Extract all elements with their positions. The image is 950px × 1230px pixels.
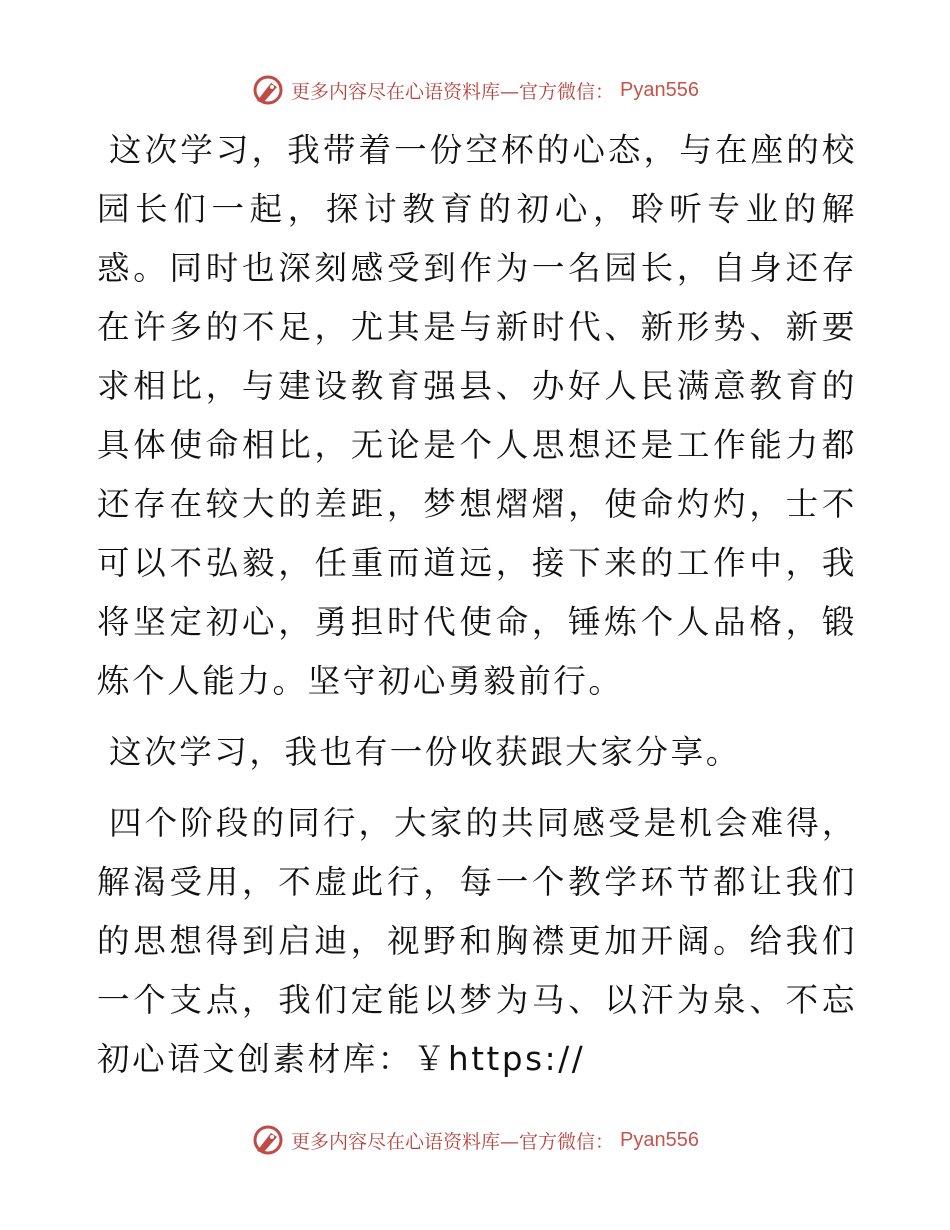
paragraph-3: 四个阶段的同行，大家的共同感受是机会难得，解渴受用，不虚此行，每一个教学环节都让我们的思想得到启迪，视野和胸襟更加开阔。给我们一个支点，我们定能以梦为马、以汗为泉、不忘初心语文创素材库：￥https://: [97, 804, 857, 1078]
banner-wechat-id: Pyan556: [620, 78, 699, 101]
logo-icon: [251, 73, 285, 107]
paragraph-1: 这次学习，我带着一份空杯的心态，与在座的校园长们一起，探讨教育的初心，聆听专业的解惑。同时也深刻感受到作为一名园长，自身还存在许多的不足，尤其是与新时代、新形势、新要求相比，与建设教育强县、办好人民满意教育的具体使命相比，无论是个人思想还是工作能力都还存在较大的差距，梦想熠熠，使命灼灼，士不可以不弘毅，任重而道远，接下来的工作中，我将坚定初心，勇担时代使命，锤炼个人品格，锻炼个人能力。坚守初心勇毅前行。: [97, 131, 857, 700]
document-body: [97, 121, 857, 1089]
banner-text: 更多内容尽在心语资料库—官方微信：: [291, 80, 615, 103]
logo-icon: [251, 1123, 285, 1157]
banner-text: 更多内容尽在心语资料库—官方微信：: [291, 1130, 615, 1153]
banner-wechat-id: Pyan556: [620, 1128, 699, 1151]
header-banner: [0, 70, 950, 110]
footer-banner: [0, 1120, 950, 1160]
paragraph-2: 这次学习，我也有一份收获跟大家分享。: [109, 733, 741, 771]
